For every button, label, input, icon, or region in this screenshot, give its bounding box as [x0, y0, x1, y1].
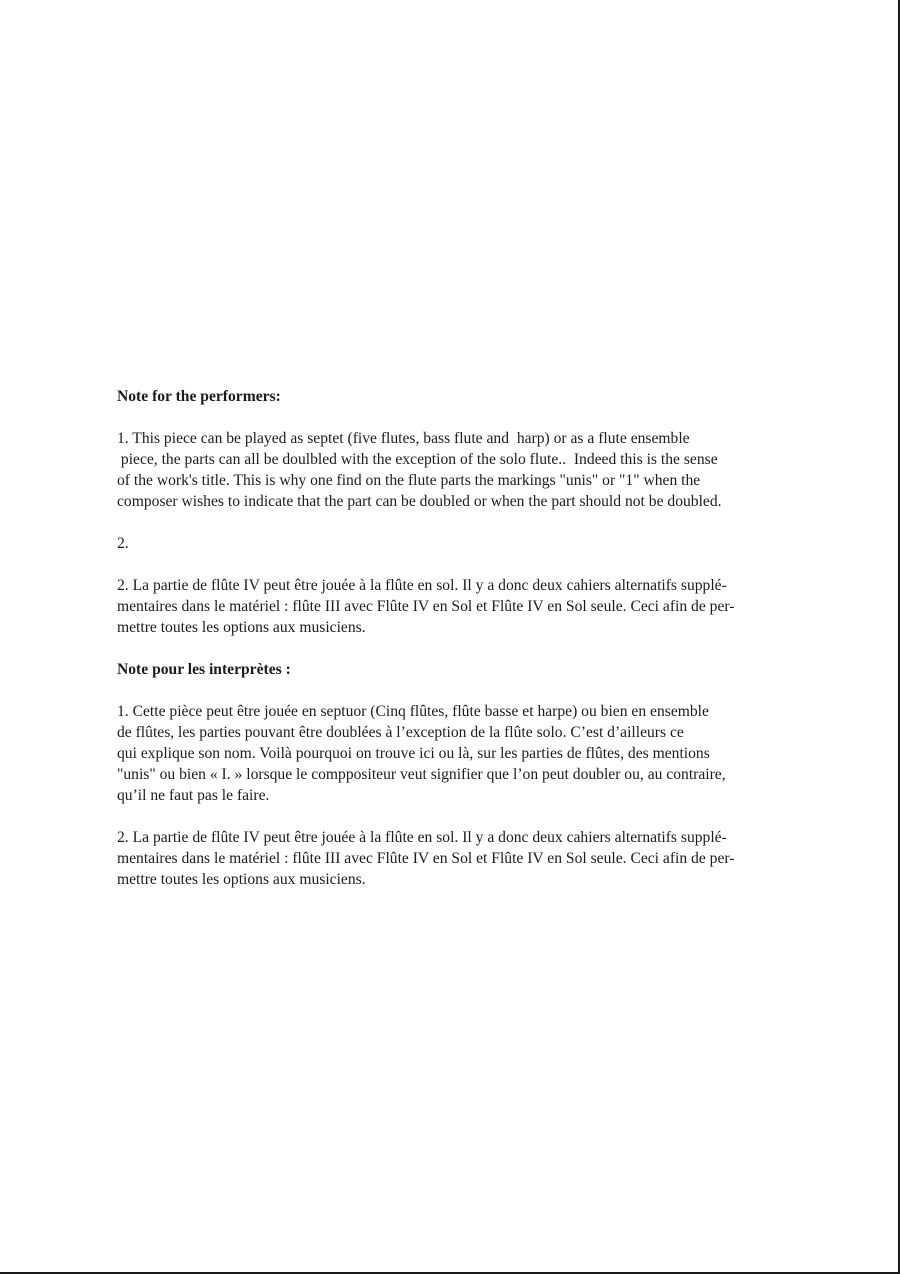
- text-line: 1. Cette pièce peut être jouée en septuor (Cinq flûtes, flûte basse et harpe) ou bien en ensemble: [117, 703, 709, 720]
- spacer: [117, 407, 837, 428]
- spacer: [117, 806, 837, 827]
- text-line: mentaires dans le matériel : flûte III avec Flûte IV en Sol et Flûte IV en Sol seule. Ceci afin de per-: [117, 850, 735, 867]
- text-line: 2. La partie de flûte IV peut être jouée à la flûte en sol. Il y a donc deux cahiers alternatifs supplé-: [117, 829, 727, 846]
- english-note-1: [117, 428, 837, 512]
- text-line: de flûtes, les parties pouvant être doublées à l’exception de la flûte solo. C’est d’ailleurs ce: [117, 724, 684, 741]
- french-note-1: [117, 701, 837, 806]
- spacer: [117, 680, 837, 701]
- text-line: 1. This piece can be played as septet (five flutes, bass flute and harp) or as a flute ensemble: [117, 430, 690, 447]
- text-line: "unis" ou bien « I. » lorsque le comppositeur veut signifier que l’on peut doubler ou, au contraire,: [117, 766, 726, 783]
- text-line: piece, the parts can all be doulbled with the exception of the solo flute.. Indeed this is the sense: [117, 451, 718, 468]
- english-note-2: [117, 575, 837, 638]
- spacer: [117, 638, 837, 659]
- french-heading: Note pour les interprètes :: [117, 661, 291, 678]
- text-line: mettre toutes les options aux musiciens.: [117, 619, 366, 636]
- text-line: composer wishes to indicate that the part can be doubled or when the part should not be doubled.: [117, 493, 722, 510]
- french-note-2: [117, 827, 837, 890]
- spacer: [117, 512, 837, 533]
- text-line: mettre toutes les options aux musiciens.: [117, 871, 366, 888]
- text-line: qu’il ne faut pas le faire.: [117, 787, 270, 804]
- spacer: [117, 554, 837, 575]
- text-line: mentaires dans le matériel : flûte III avec Flûte IV en Sol et Flûte IV en Sol seule. Ceci afin de per-: [117, 598, 735, 615]
- performer-notes: [117, 386, 837, 890]
- english-note-2-label: 2.: [117, 535, 129, 552]
- english-heading: Note for the performers:: [117, 388, 281, 405]
- text-line: of the work's title. This is why one find on the flute parts the markings "unis" or "1" when the: [117, 472, 701, 489]
- text-line: qui explique son nom. Voilà pourquoi on trouve ici ou là, sur les parties de flûtes, des mentions: [117, 745, 710, 762]
- text-line: 2. La partie de flûte IV peut être jouée à la flûte en sol. Il y a donc deux cahiers alternatifs supplé-: [117, 577, 727, 594]
